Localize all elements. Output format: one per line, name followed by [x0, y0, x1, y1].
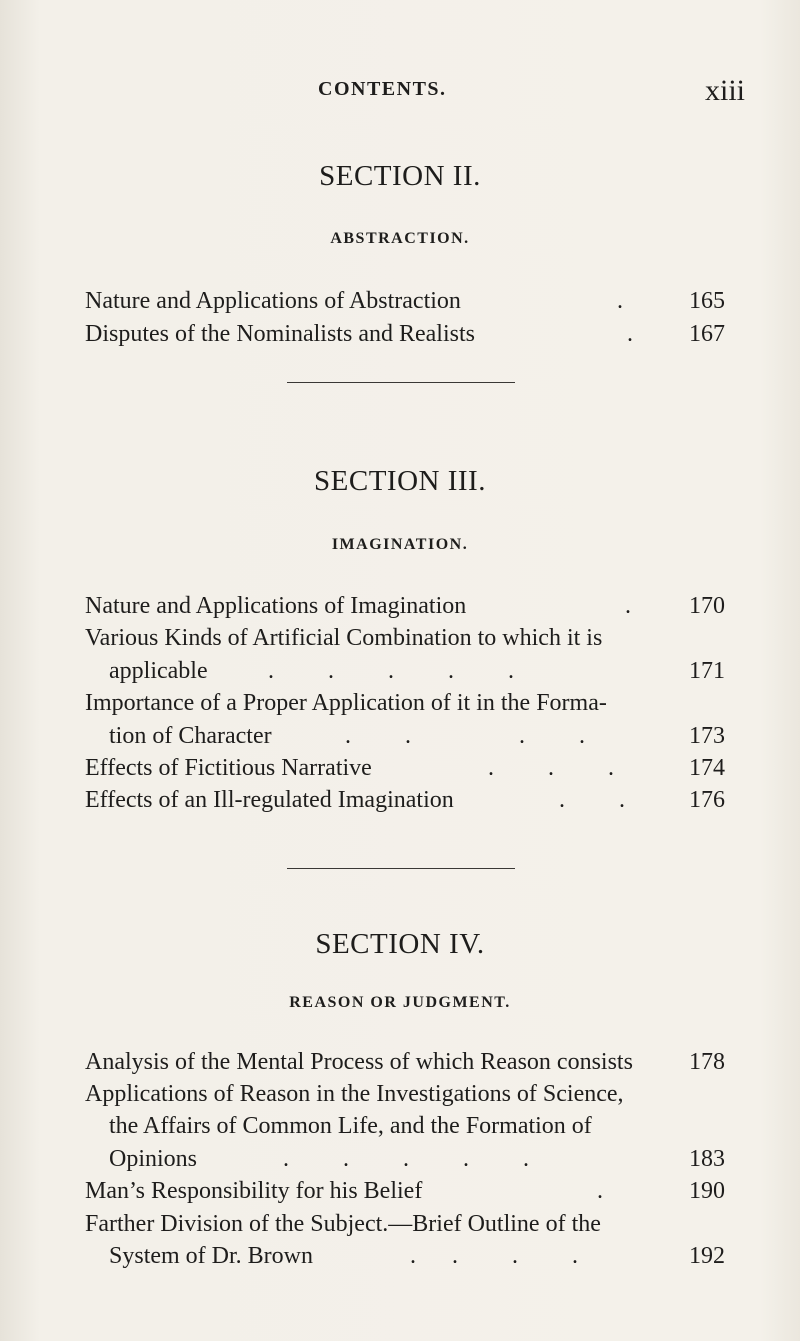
toc-entry-text: Applications of Reason in the Investigations of Science,	[85, 1081, 624, 1107]
toc-entry-text: Effects of an Ill-regulated Imagination	[85, 787, 454, 813]
toc-page-number: 183	[689, 1146, 725, 1172]
running-title: CONTENTS.	[318, 78, 447, 100]
section-divider	[287, 382, 515, 383]
toc-page-number: 174	[689, 755, 725, 781]
section-subtitle: IMAGINATION.	[331, 536, 469, 553]
section-subtitle: REASON OR JUDGMENT.	[289, 994, 511, 1011]
toc-page-number: 192	[689, 1243, 725, 1269]
toc-entry-text: applicable	[109, 658, 208, 684]
toc-entry-text: Analysis of the Mental Process of which Reason consists	[85, 1049, 633, 1075]
toc-entry-text: Effects of Fictitious Narrative	[85, 755, 372, 781]
toc-entry-text: Nature and Applications of Imagination	[85, 593, 467, 619]
toc-page-number: 173	[689, 723, 725, 749]
toc-page-number: 178	[689, 1049, 725, 1075]
toc-page-number: 176	[689, 787, 725, 813]
page-number: xiii	[705, 74, 746, 107]
toc-entry-text: Importance of a Proper Application of it in the Forma-	[85, 690, 607, 716]
toc-entry-text: Opinions	[109, 1146, 198, 1172]
toc-entry-text: the Affairs of Common Life, and the Formation of	[109, 1113, 592, 1139]
toc-entry-text: tion of Character	[109, 723, 272, 749]
toc-page-number: 167	[689, 321, 725, 347]
toc-entry-text: System of Dr. Brown	[109, 1243, 313, 1269]
toc-entry-text: Man’s Responsibility for his Belief	[85, 1178, 423, 1204]
running-header	[0, 74, 800, 112]
book-page: CONTENTS. xiii SECTION II. ABSTRACTION. Nature and Applications of Abstraction . 165 Disputes of the Nominalists and Realists . 167 SECTION III. IMAGINATION. Nature and Applications of Imagination . 170 Various Kinds of Artificial Combination to which it is applicable . . . . . 171 Importance of a Proper Application of it in the Forma- tion of Character . . . . 173 Effects of Fictitious Narrative . . . 174 Effects of an Ill-regulated Imagination . . 176 SECTION IV. REASON OR JUDGMENT. Analysis of the Mental Process of which Reason consists 178 Applications of Reason in the Investigations of Science, the Affairs of Common Life, and the Formation of Opinions . . . . . 183 Man’s Responsibility for his Belief . 190 Farther Division of the Subject.—Brief Outline of the System of Dr. Brown . . . . 192	[0, 0, 800, 1341]
toc-entry-text: Farther Division of the Subject.—Brief Outline of the	[85, 1211, 601, 1237]
toc-page-number: 190	[689, 1178, 725, 1204]
section-subtitle: ABSTRACTION.	[330, 230, 470, 247]
section-title: SECTION III.	[314, 465, 486, 497]
section-divider	[287, 868, 515, 869]
toc-entry-text: Various Kinds of Artificial Combination to which it is	[85, 625, 603, 651]
section-title: SECTION II.	[319, 160, 481, 192]
toc-page-number: 165	[689, 288, 725, 314]
toc-page-number: 170	[689, 593, 725, 619]
section-title: SECTION IV.	[315, 928, 485, 960]
toc-entry-text: Disputes of the Nominalists and Realists	[85, 321, 475, 347]
toc-entry-text: Nature and Applications of Abstraction	[85, 288, 461, 314]
toc-page-number: 171	[689, 658, 725, 684]
